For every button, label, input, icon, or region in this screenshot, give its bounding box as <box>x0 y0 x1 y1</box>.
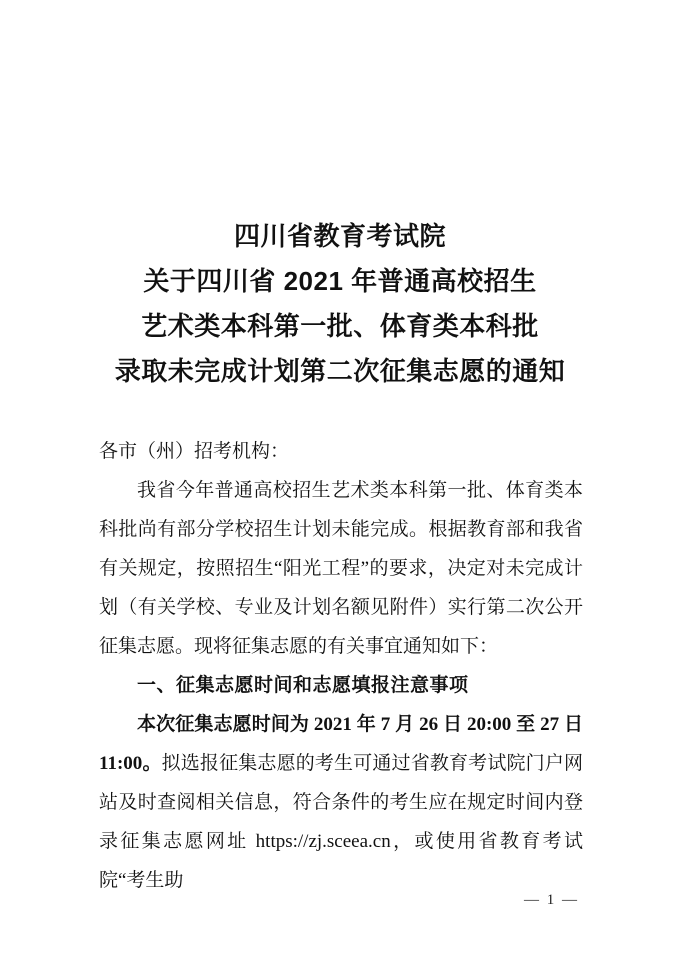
title-line-subject-3: 录取未完成计划第二次征集志愿的通知 <box>114 356 566 386</box>
schedule-instructions-text: 拟选报征集志愿的考生可通过省教育考试院门户网站及时查阅相关信息，符合条件的考生应在规定时间内登录征集志愿网址 https://zj.sceea.cn，或使用省教育考试院“考生助 <box>99 753 583 891</box>
schedule-time-bold-text: 本次征集志愿时间为 2021 年 7 月 26 日 20:00 至 27 日 11:00。 <box>99 714 583 774</box>
title-line-subject-1: 关于四川省 2021 年普通高校招生 <box>143 266 537 296</box>
title-line-subject-2: 艺术类本科第一批、体育类本科批 <box>141 311 539 341</box>
section-heading-1: 一、征集志愿时间和志愿填报注意事项 <box>137 675 469 696</box>
document-body <box>99 432 583 900</box>
paragraph-schedule <box>99 705 583 900</box>
salutation: 各市（州）招考机构： <box>99 441 290 462</box>
title-line-issuer: 四川省教育考试院 <box>233 221 446 251</box>
page-number: — 1 — <box>524 892 579 908</box>
document-title <box>0 0 680 394</box>
paragraph-intro: 我省今年普通高校招生艺术类本科第一批、体育类本科批尚有部分学校招生计划未能完成。根据教育部和我省有关规定，按照招生“阳光工程”的要求，决定对未完成计划（有关学校、专业及计划名额见附件）实行第二次公开征集志愿。现将征集志愿的有关事宜通知如下： <box>99 480 583 657</box>
